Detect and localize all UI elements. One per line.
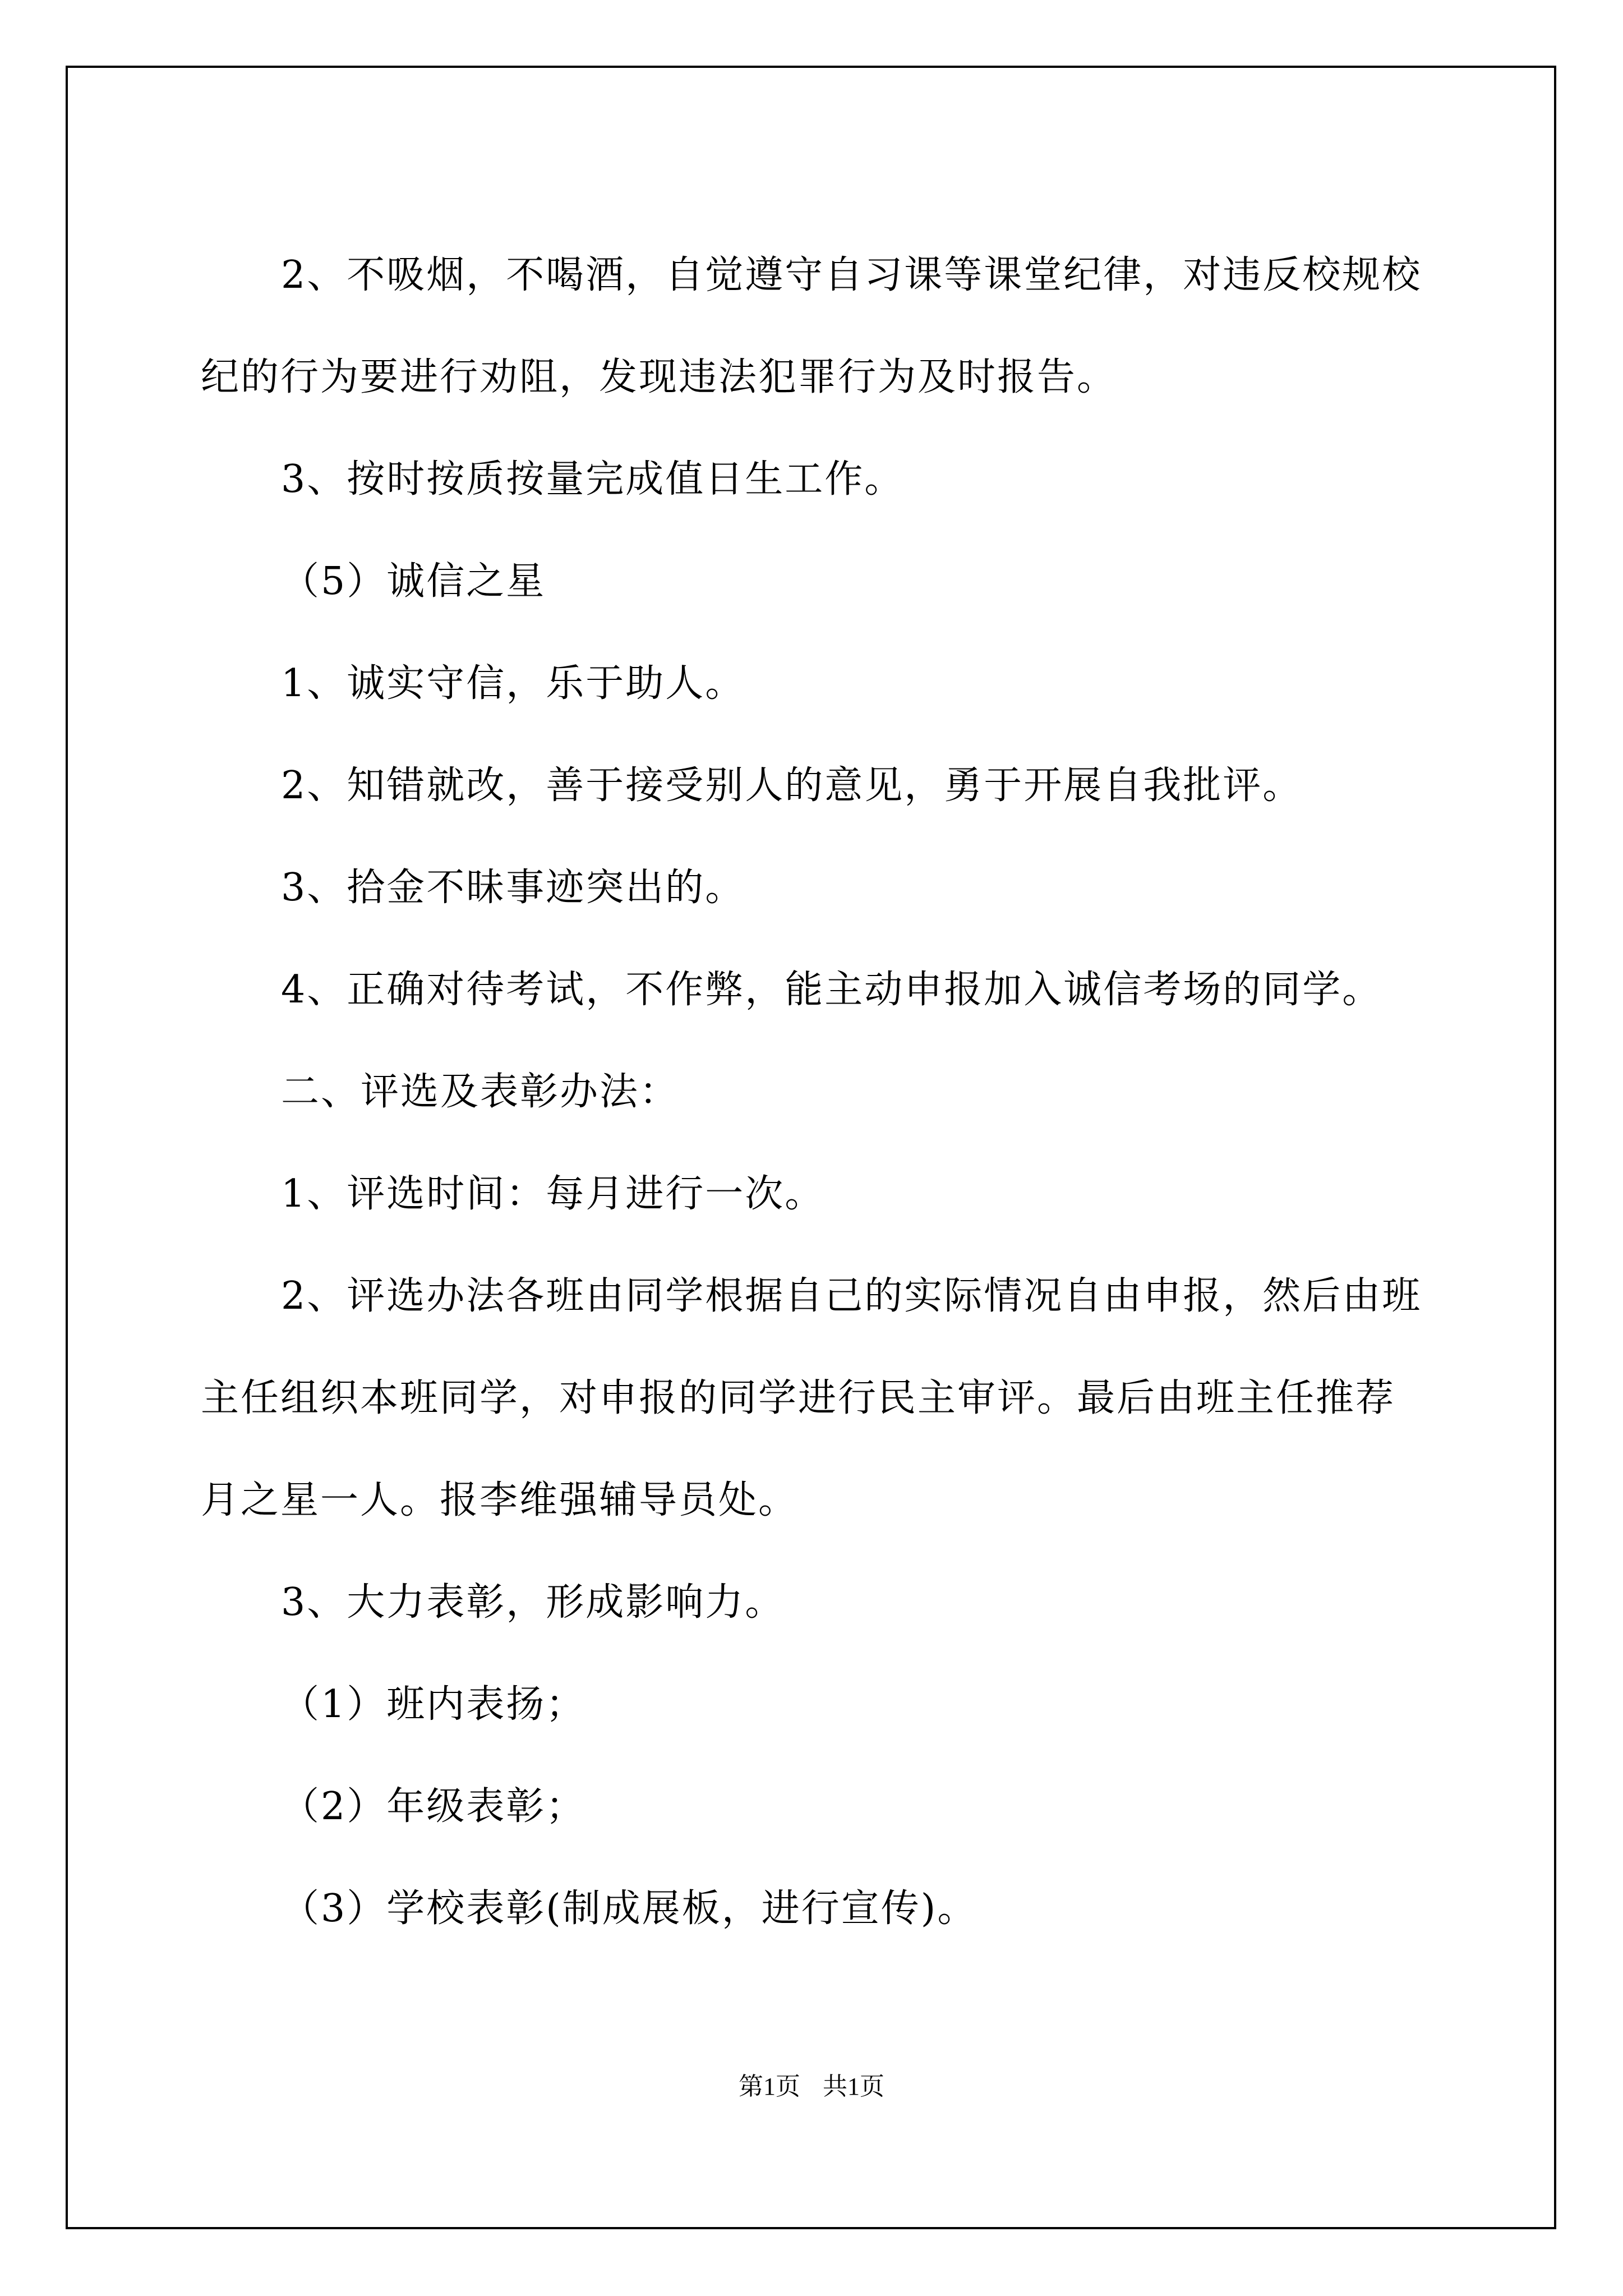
paragraph-class-praise xyxy=(201,1654,1435,1756)
paragraph-grade-commendation xyxy=(201,1756,1435,1858)
text-line: 纪的行为要进行劝阻，发现违法犯罪行为及时报告。 xyxy=(201,355,1117,399)
paragraph-integrity-4 xyxy=(201,939,1435,1041)
text-line: 月之星一人。报李维强辅导员处。 xyxy=(201,1478,799,1522)
text-line: 3、拾金不昧事迹突出的。 xyxy=(281,866,745,910)
paragraph-rule-2-discipline xyxy=(201,224,1435,429)
text-line: 1、诚实守信，乐于助人。 xyxy=(281,661,745,706)
text-line: （3）学校表彰(制成展板，进行宣传)。 xyxy=(281,1887,978,1931)
heading-selection-method xyxy=(201,1041,1435,1143)
text-line: 3、按时按质按量完成值日生工作。 xyxy=(281,457,905,501)
paragraph-selection-procedure xyxy=(201,1245,1435,1552)
document-body xyxy=(201,224,1435,1960)
paragraph-selection-time xyxy=(201,1143,1435,1245)
text-line: 1、评选时间：每月进行一次。 xyxy=(281,1172,825,1216)
text-line: 主任组织本班同学，对申报的同学进行民主审评。最后由班主任推荐 xyxy=(201,1376,1396,1420)
page-number-total: 共1页 xyxy=(823,2073,884,2100)
text-line: 二、评选及表彰办法： xyxy=(281,1070,680,1114)
paragraph-school-commendation xyxy=(201,1858,1435,1960)
text-line: （1）班内表扬； xyxy=(281,1682,586,1727)
heading-integrity-star xyxy=(201,531,1435,633)
text-line: 2、不吸烟，不喝酒，自觉遵守自习课等课堂纪律，对违反校规校 xyxy=(281,253,1422,297)
paragraph-integrity-1 xyxy=(201,633,1435,735)
paragraph-rule-3-duty xyxy=(201,429,1435,531)
paragraph-commendation xyxy=(201,1552,1435,1654)
page-number-current: 第1页 xyxy=(739,2073,800,2100)
text-line: 2、知错就改，善于接受别人的意见，勇于开展自我批评。 xyxy=(281,763,1303,808)
text-line: 3、大力表彰，形成影响力。 xyxy=(281,1580,785,1625)
text-line: 2、评选办法各班由同学根据自己的实际情况自由申报，然后由班 xyxy=(281,1274,1422,1318)
page-footer xyxy=(0,2070,1623,2104)
paragraph-integrity-2 xyxy=(201,735,1435,837)
text-line: （5）诚信之星 xyxy=(281,559,546,604)
text-line: 4、正确对待考试，不作弊，能主动申报加入诚信考场的同学。 xyxy=(281,968,1382,1012)
paragraph-integrity-3 xyxy=(201,837,1435,939)
text-line: （2）年级表彰； xyxy=(281,1784,586,1829)
